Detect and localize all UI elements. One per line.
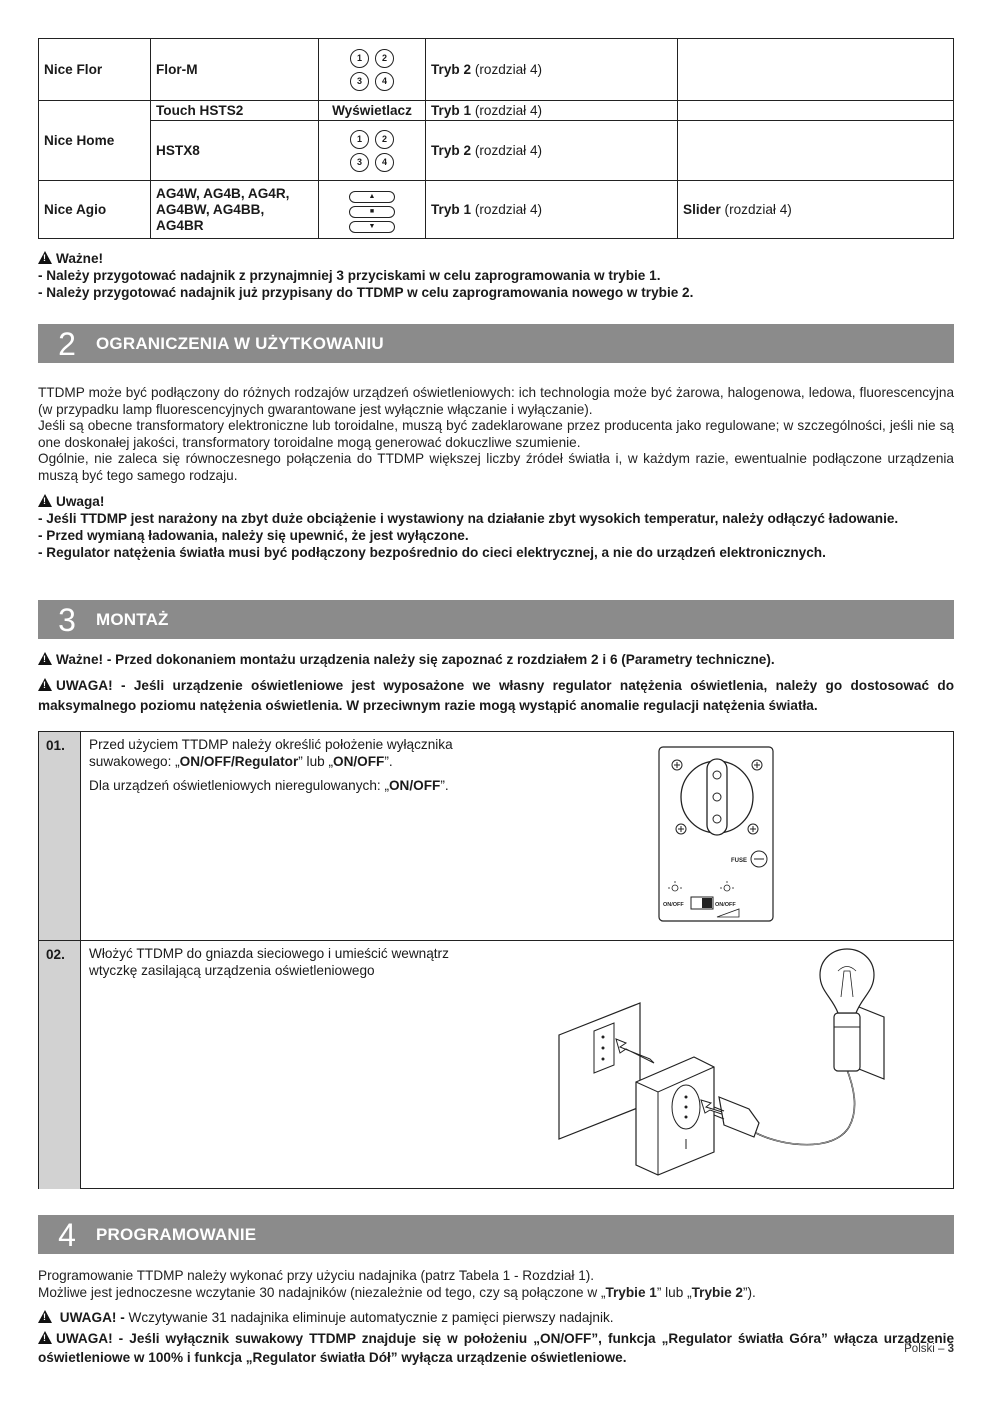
model-cell: Flor-M <box>151 39 319 101</box>
warning-icon <box>38 652 52 665</box>
onoff-left-label: ON/OFF <box>663 902 684 908</box>
switch-mode: ON/OFF <box>333 753 385 769</box>
extra-cell <box>678 39 954 101</box>
step-text: Włożyć TTDMP do gniazda sieciowego i umieścić wewnątrz wtyczkę zasilającą urządzenia oświetleniowego <box>89 946 449 978</box>
warning-text: UWAGA! - Jeśli wyłącznik suwakowy TTDMP znajduje się w położeniu „ON/OFF”, funkcja „Regulator światła Góra” włącza urządzenie oświetleniowe w 100% i funkcja „Regulator światła Dół” wyłącza urządzenie oświetleniowe. <box>38 1331 954 1365</box>
extra-cell <box>678 121 954 181</box>
model-cell: Touch HSTS2 <box>151 101 319 121</box>
step-number: 02. <box>39 941 81 1189</box>
remote-keys-icon <box>350 49 394 91</box>
key-icon: 2 <box>375 130 394 149</box>
section-number: 2 <box>58 325 76 362</box>
mode-label: Tryb 2 <box>431 143 472 158</box>
page-footer <box>904 1343 954 1355</box>
transmitter-table <box>38 38 954 239</box>
section-header <box>38 600 954 639</box>
remote-keys-icon <box>350 130 394 172</box>
warning-icon <box>38 1310 52 1323</box>
step-number: 01. <box>39 732 81 940</box>
paragraph: Jeśli są obecne transformatory elektroniczne lub toroidalne, muszą być zadeklarowane przez producenta jako regulowane; w szczególności, jeśli nie są one doskonałej jakości, transformatory toroidalne mogą generować dokuczliwe szumienie. <box>38 418 954 450</box>
key-icon: 2 <box>375 49 394 68</box>
brand-cell: Nice Home <box>39 101 151 181</box>
mount-warning <box>38 651 954 668</box>
fuse-label: FUSE <box>731 858 748 864</box>
important-note <box>38 250 954 301</box>
section-header <box>38 1215 954 1254</box>
mode-label: Tryb 1 <box>431 103 472 118</box>
mode-ref: (rozdział 4) <box>471 202 543 217</box>
mode-cell <box>426 181 678 239</box>
section-number: 4 <box>58 1216 76 1253</box>
steps-table <box>38 731 954 1189</box>
mode-cell <box>426 121 678 181</box>
warning-text: Wczytywanie 31 nadajnika eliminuje automatycznie z pamięci pierwszy nadajnik. <box>124 1310 614 1325</box>
extra-cell <box>678 181 954 239</box>
warning-label: UWAGA! - <box>59 1310 125 1325</box>
mode-ref: (rozdział 4) <box>471 143 543 158</box>
warning-icon <box>38 678 52 691</box>
warning-icon <box>38 251 52 264</box>
onoff-right-label: ON/OFF <box>715 902 736 908</box>
mount-caution <box>38 676 954 715</box>
important-title: Ważne! <box>56 251 104 266</box>
text: ”. <box>440 778 449 793</box>
text: ” lub „ <box>656 1284 692 1300</box>
up-key-icon: ▲ <box>349 191 395 203</box>
device-panel-figure <box>657 745 777 925</box>
model-cell: AG4W, AG4B, AG4R, AG4BW, AG4BB, AG4BR <box>151 181 319 239</box>
mode-ref: (rozdział 4) <box>471 103 543 118</box>
extra-cell <box>678 101 954 121</box>
mode-cell <box>426 39 678 101</box>
section-body <box>38 385 954 484</box>
brand-cell: Nice Flor <box>39 39 151 101</box>
paragraph: Ogólnie, nie zaleca się równoczesnego połączenia do TTDMP większej liczby źródeł światła i, w każdym razie, ewentualnie podłączone urządzenia muszą być tego samego rodzaju. <box>38 451 954 483</box>
switch-mode: ON/OFF <box>388 778 441 793</box>
keys-cell <box>319 181 426 239</box>
step-row <box>39 732 953 941</box>
text: ”. <box>384 753 393 769</box>
text: Przed użyciem TTDMP należy określić położenie wyłącznika suwakowego: „ <box>89 737 453 769</box>
keys-cell <box>319 39 426 101</box>
step-text <box>89 737 489 803</box>
brand-cell: Nice Agio <box>39 181 151 239</box>
mode-label: Tryb 1 <box>431 202 472 217</box>
important-item: - Należy przygotować nadajnik z przynajmniej 3 przyciskami w celu zaprogramowania w trybie 1. <box>38 268 661 283</box>
step-row <box>39 941 953 1189</box>
section-number: 3 <box>58 601 76 638</box>
section-body <box>38 1268 954 1301</box>
paragraph: Programowanie TTDMP należy wykonać przy użyciu nadajnika (patrz Tabela 1 - Rozdział 1). <box>38 1268 595 1283</box>
table-row <box>39 181 954 239</box>
program-caution <box>38 1329 954 1367</box>
slider-keys-icon <box>349 191 395 233</box>
key-icon: 3 <box>350 153 369 172</box>
key-icon: 3 <box>350 72 369 91</box>
model-cell: HSTX8 <box>151 121 319 181</box>
table-row <box>39 101 954 121</box>
caution-item: - Jeśli TTDMP jest narażony na zbyt duże obciążenie i wystawiony na działanie zbyt wysokich temperatur, należy odłączyć ładowanie. <box>38 511 899 526</box>
key-icon: 4 <box>375 72 394 91</box>
paragraph: TTDMP może być podłączony do różnych rodzajów urządzeń oświetleniowych: ich technologia może być żarowa, halogenowa, ledowa, fluorescencyjna (w przypadku lamp fluorescencyjnych gwarantowane jest wyłącznie włączanie i wyłączanie). <box>38 385 954 417</box>
section-title: MONTAŻ <box>96 609 169 629</box>
stop-key-icon: ■ <box>349 206 395 218</box>
footer-lang: Polski – <box>904 1343 948 1355</box>
mode-label: Tryb 2 <box>431 62 472 77</box>
mode-ref: (rozdział 4) <box>471 62 543 77</box>
warning-icon <box>38 1331 52 1344</box>
warning-text: UWAGA! - Jeśli urządzenie oświetleniowe jest wyposażone we własny regulator natężenia oświetlenia, należy go dostosować do maksymalnego poziomu natężenia oświetlenia. W przeciwnym razie mogą wystąpić anomalie regulacji natężenia światła. <box>38 678 954 713</box>
keys-cell <box>319 121 426 181</box>
caution-title: Uwaga! <box>56 494 105 509</box>
section-header <box>38 324 954 363</box>
caution-note <box>38 493 954 561</box>
warning-text: Ważne! - Przed dokonaniem montażu urządzenia należy się zapoznać z rozdziałem 2 i 6 (Parametry techniczne). <box>56 652 775 667</box>
caution-item: - Przed wymianą ładowania, należy się upewnić, że jest wyłączone. <box>38 528 469 543</box>
text: Możliwe jest jednoczesne wczytanie 30 nadajników (niezależnie od tego, czy są połączone w „ <box>38 1284 606 1300</box>
paragraph <box>38 1285 954 1302</box>
key-icon: 1 <box>350 130 369 149</box>
important-item: - Należy przygotować nadajnik już przypisany do TTDMP w celu zaprogramowania nowego w trybie 2. <box>38 285 694 300</box>
key-icon: 4 <box>375 153 394 172</box>
key-icon: 1 <box>350 49 369 68</box>
warning-icon <box>38 494 52 507</box>
mode-cell <box>426 101 678 121</box>
extra-label: Slider <box>683 202 721 217</box>
plug-installation-figure <box>554 947 904 1185</box>
mode-name: Trybie 1 <box>605 1284 657 1300</box>
mode-name: Trybie 2 <box>691 1284 743 1300</box>
extra-ref: (rozdział 4) <box>720 202 792 217</box>
down-key-icon: ▼ <box>349 221 395 233</box>
switch-mode: ON/OFF/Regulator <box>179 753 299 769</box>
page-number: 3 <box>947 1343 954 1355</box>
section-title: OGRANICZENIA W UŻYTKOWANIU <box>96 333 384 353</box>
text: ”). <box>743 1284 756 1300</box>
section-title: PROGRAMOWANIE <box>96 1224 257 1244</box>
caution-item: - Regulator natężenia światła musi być podłączony bezpośrednio do cieci elektrycznej, a nie do urządzeń elektronicznych. <box>38 545 826 560</box>
text: Dla urządzeń oświetleniowych nieregulowanych: „ <box>89 778 389 793</box>
text: ” lub „ <box>298 753 333 769</box>
keys-cell: Wyświetlacz <box>319 101 426 121</box>
program-warning <box>38 1309 954 1326</box>
table-row <box>39 121 954 181</box>
table-row <box>39 39 954 101</box>
